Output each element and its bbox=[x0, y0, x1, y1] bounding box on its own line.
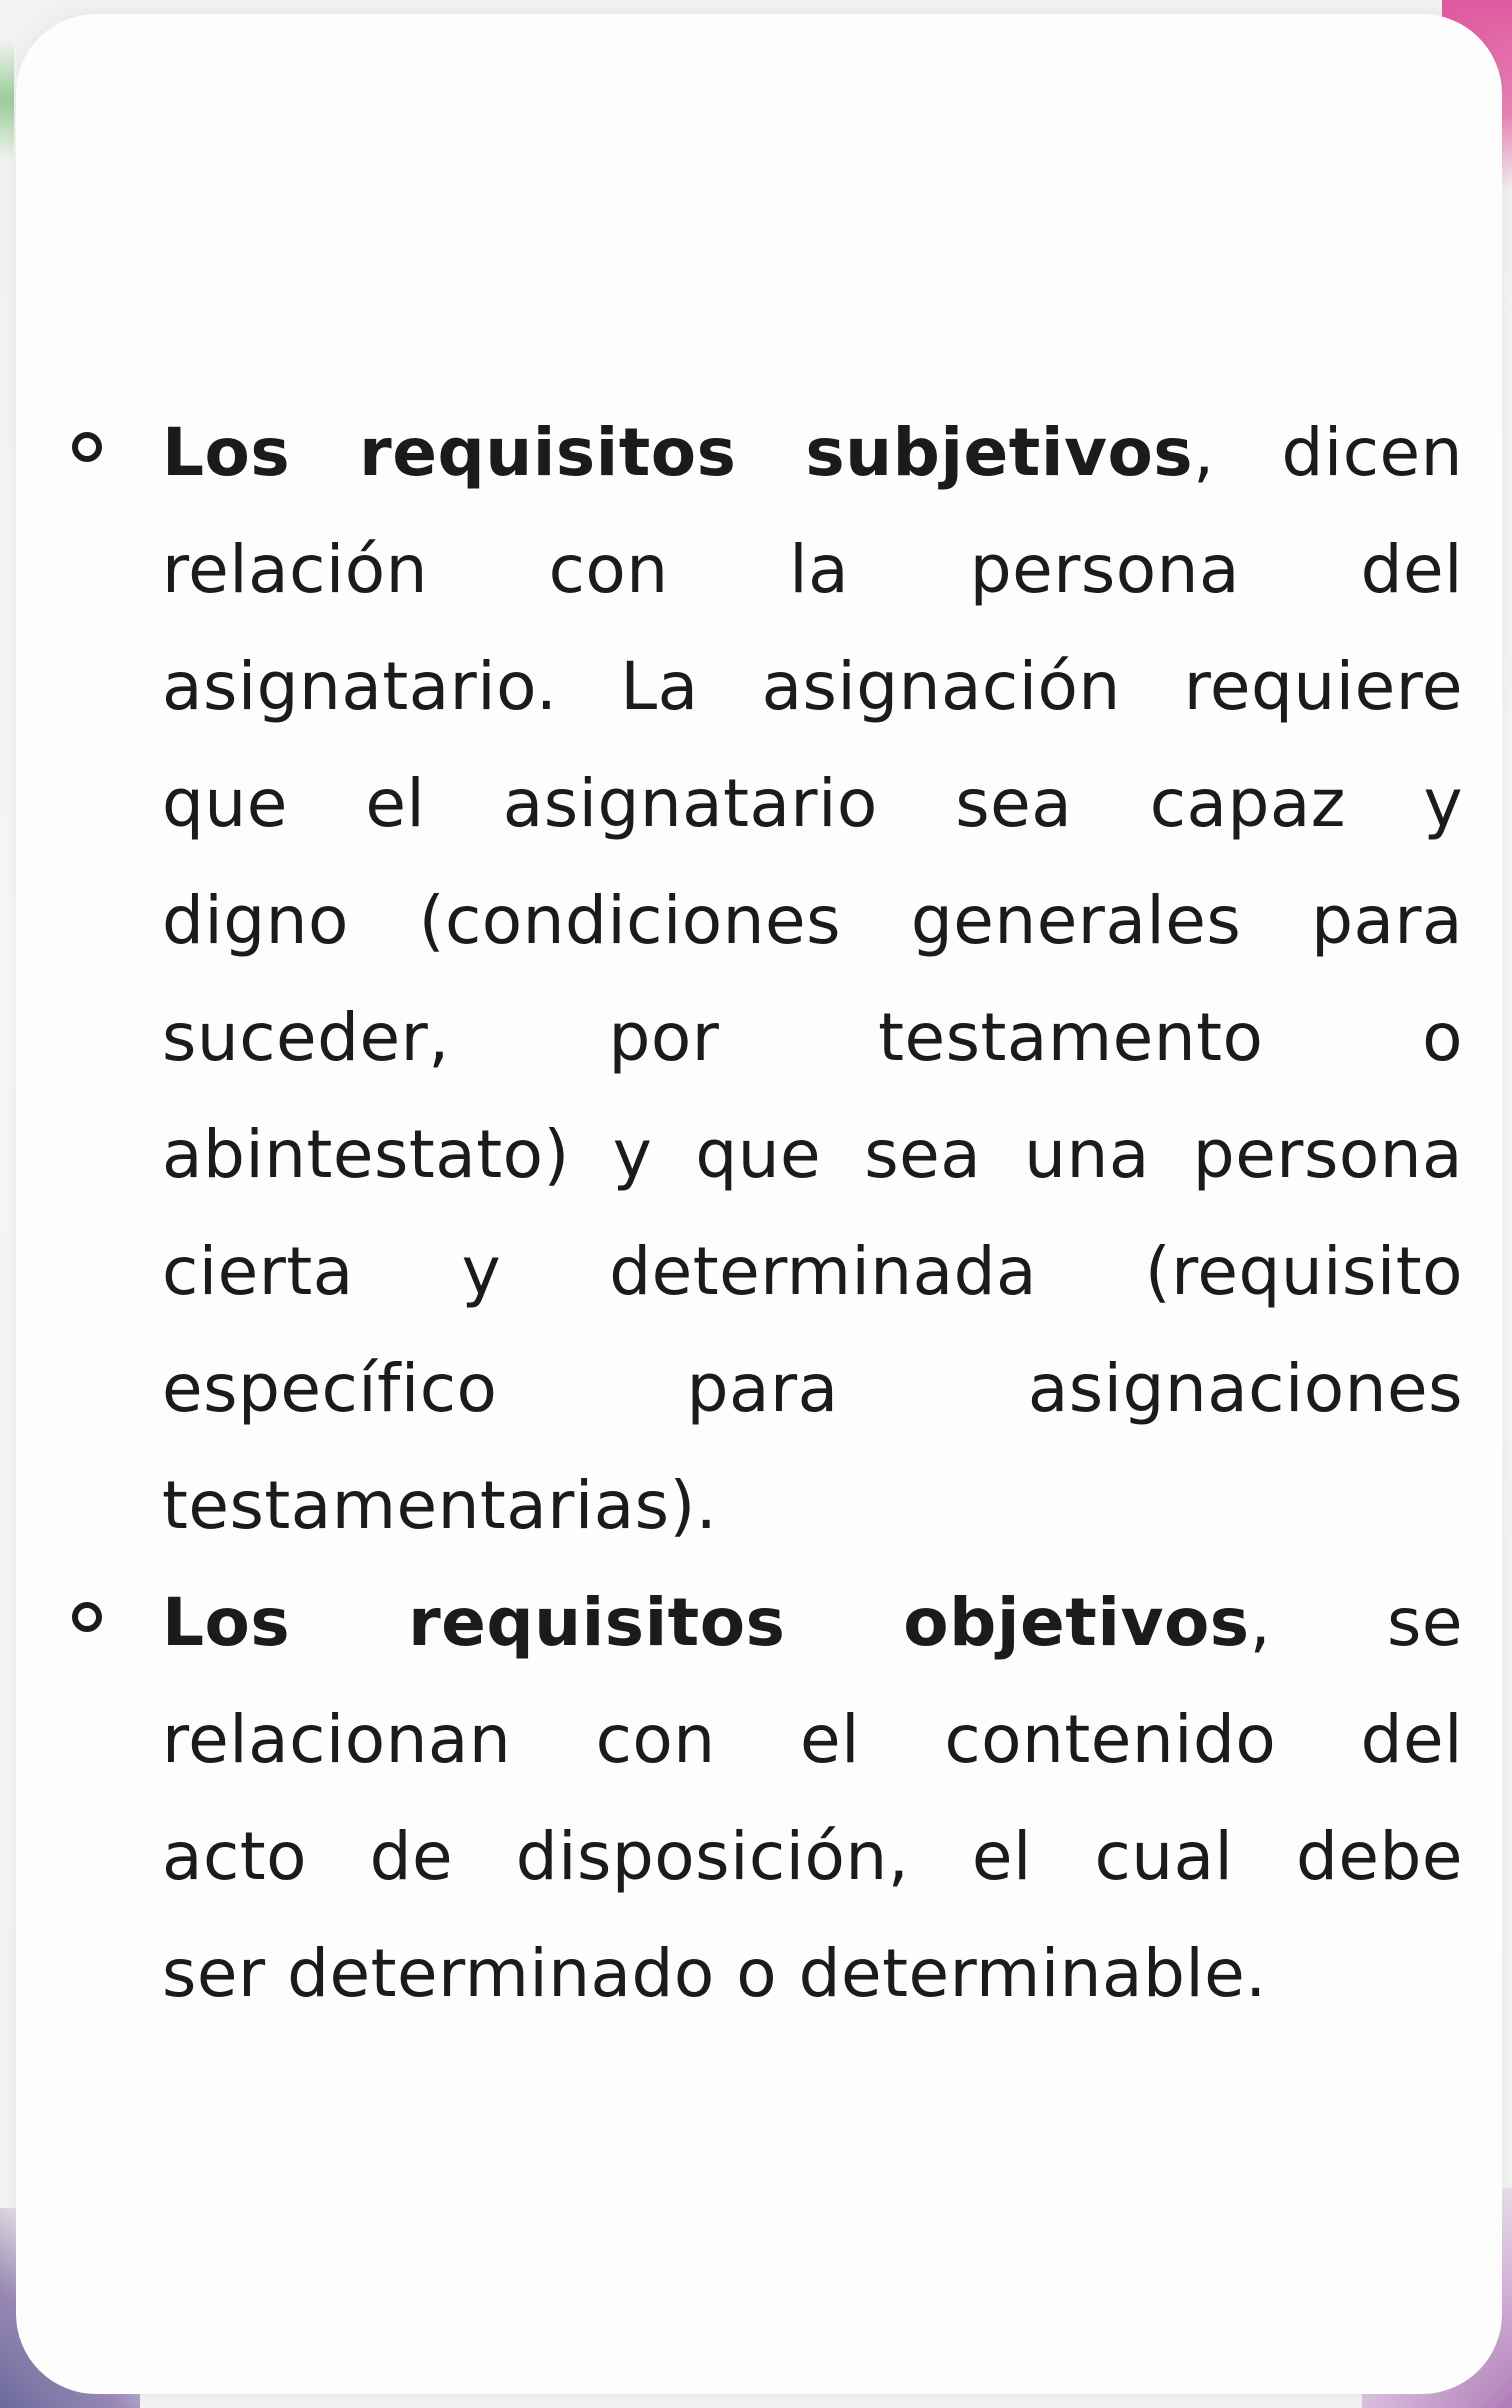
green-edge-decoration bbox=[0, 40, 14, 160]
paragraph-line: relacionan con el contenido del bbox=[162, 1701, 1463, 1778]
paragraph-line: específico para asignaciones bbox=[162, 1350, 1463, 1427]
paragraph-line: Los requisitos objetivos, se bbox=[162, 1584, 1463, 1661]
hollow-bullet-icon bbox=[72, 1602, 102, 1632]
hollow-bullet-icon bbox=[72, 432, 102, 462]
text-card bbox=[16, 14, 1502, 2394]
paragraph-line: asignatario. La asignación requiere bbox=[162, 648, 1463, 725]
paragraph-line: relación con la persona del bbox=[162, 531, 1463, 608]
paragraph-line: suceder, por testamento o bbox=[162, 999, 1463, 1076]
bold-term: Los requisitos subjetivos bbox=[162, 414, 1194, 491]
list-item-subjective-requirements bbox=[68, 394, 1463, 1564]
paragraph-line: que el asignatario sea capaz y bbox=[162, 765, 1463, 842]
paragraph-line: Los requisitos subjetivos, dicen bbox=[162, 414, 1463, 491]
bullet-list bbox=[68, 394, 1463, 2032]
paragraph-line: ser determinado o determinable. bbox=[162, 1935, 1267, 2012]
paragraph-line: digno (condiciones generales para bbox=[162, 882, 1463, 959]
paragraph-line: acto de disposición, el cual debe bbox=[162, 1818, 1463, 1895]
paragraph-line: cierta y determinada (requisito bbox=[162, 1233, 1463, 1310]
list-item-objective-requirements bbox=[68, 1564, 1463, 2032]
paragraph-line: testamentarias). bbox=[162, 1467, 718, 1544]
bold-term: Los requisitos objetivos bbox=[162, 1584, 1250, 1661]
paragraph-line: abintestato) y que sea una persona bbox=[162, 1116, 1463, 1193]
